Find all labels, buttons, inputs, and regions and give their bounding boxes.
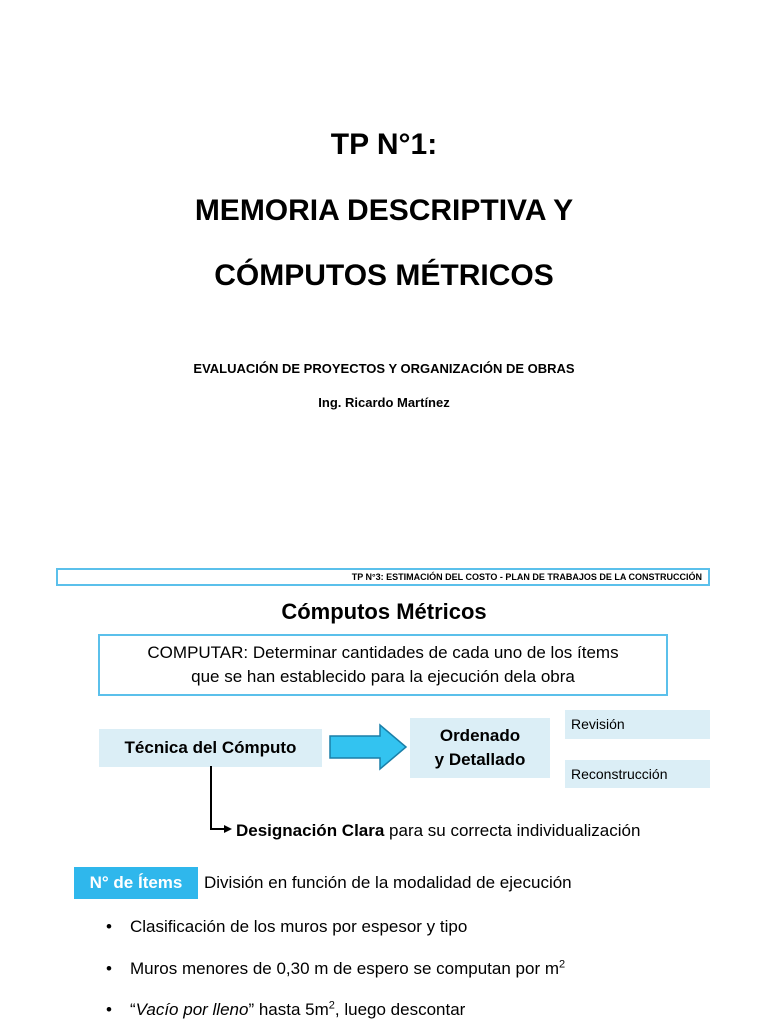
elbow-arrow-icon xyxy=(200,766,236,836)
ordenado-line-2: y Detallado xyxy=(434,750,526,769)
list-item xyxy=(106,998,465,1022)
definition-box xyxy=(98,634,668,696)
definition-line-1: COMPUTAR: Determinar cantidades de cada uno de los ítems xyxy=(147,643,619,662)
list-item xyxy=(106,915,467,939)
bullet-text-2: Muros menores de 0,30 m de espero se computan por m xyxy=(130,959,559,978)
bullet-text-3-mid: ” hasta 5m xyxy=(248,1000,329,1019)
list-item xyxy=(106,957,565,981)
ordenado-box xyxy=(410,718,550,778)
ordenado-line-1: Ordenado xyxy=(439,726,521,745)
connector-line xyxy=(211,766,227,829)
bullet-icon: • xyxy=(106,1000,112,1019)
slide-title: Cómputos Métricos xyxy=(281,599,487,624)
designacion-text xyxy=(236,820,640,842)
superscript-2: 2 xyxy=(559,958,566,971)
items-description: División en función de la modalidad de ejecución xyxy=(204,873,572,892)
revision-box: Revisión xyxy=(565,710,710,739)
slide-header-bar: TP N°3: ESTIMACIÓN DEL COSTO - PLAN DE TRABAJOS DE LA CONSTRUCCIÓN xyxy=(56,568,710,586)
bullet-italic: Vacío por lleno xyxy=(135,1000,249,1019)
bullet-icon: • xyxy=(106,959,112,978)
connector-head xyxy=(224,825,232,833)
reconstruccion-box: Reconstrucción xyxy=(565,760,710,788)
designacion-bold: Designación Clara xyxy=(236,821,385,840)
tecnica-box: Técnica del Cómputo xyxy=(99,729,322,767)
title-memoria: MEMORIA DESCRIPTIVA Y xyxy=(194,194,574,227)
course-name: EVALUACIÓN DE PROYECTOS Y ORGANIZACIÓN DE OBRAS xyxy=(193,361,575,376)
definition-line-2: que se han establecido para la ejecución dela obra xyxy=(191,667,575,686)
right-arrow-icon xyxy=(328,723,408,771)
arrow-shape xyxy=(330,725,406,769)
bullet-icon: • xyxy=(106,917,112,936)
open-quote: “ xyxy=(130,1000,136,1019)
bullet-text-1: Clasificación de los muros por espesor y tipo xyxy=(130,917,468,936)
title-computos: CÓMPUTOS MÉTRICOS xyxy=(214,259,554,292)
bullet-text-3-end: , luego descontar xyxy=(334,1000,466,1019)
author-name: Ing. Ricardo Martínez xyxy=(318,395,450,410)
designacion-rest: para su correcta individualización xyxy=(384,821,641,840)
superscript-2: 2 xyxy=(328,999,335,1012)
title-tp-number: TP N°1: xyxy=(330,128,438,161)
items-badge: N° de Ítems xyxy=(74,867,198,899)
